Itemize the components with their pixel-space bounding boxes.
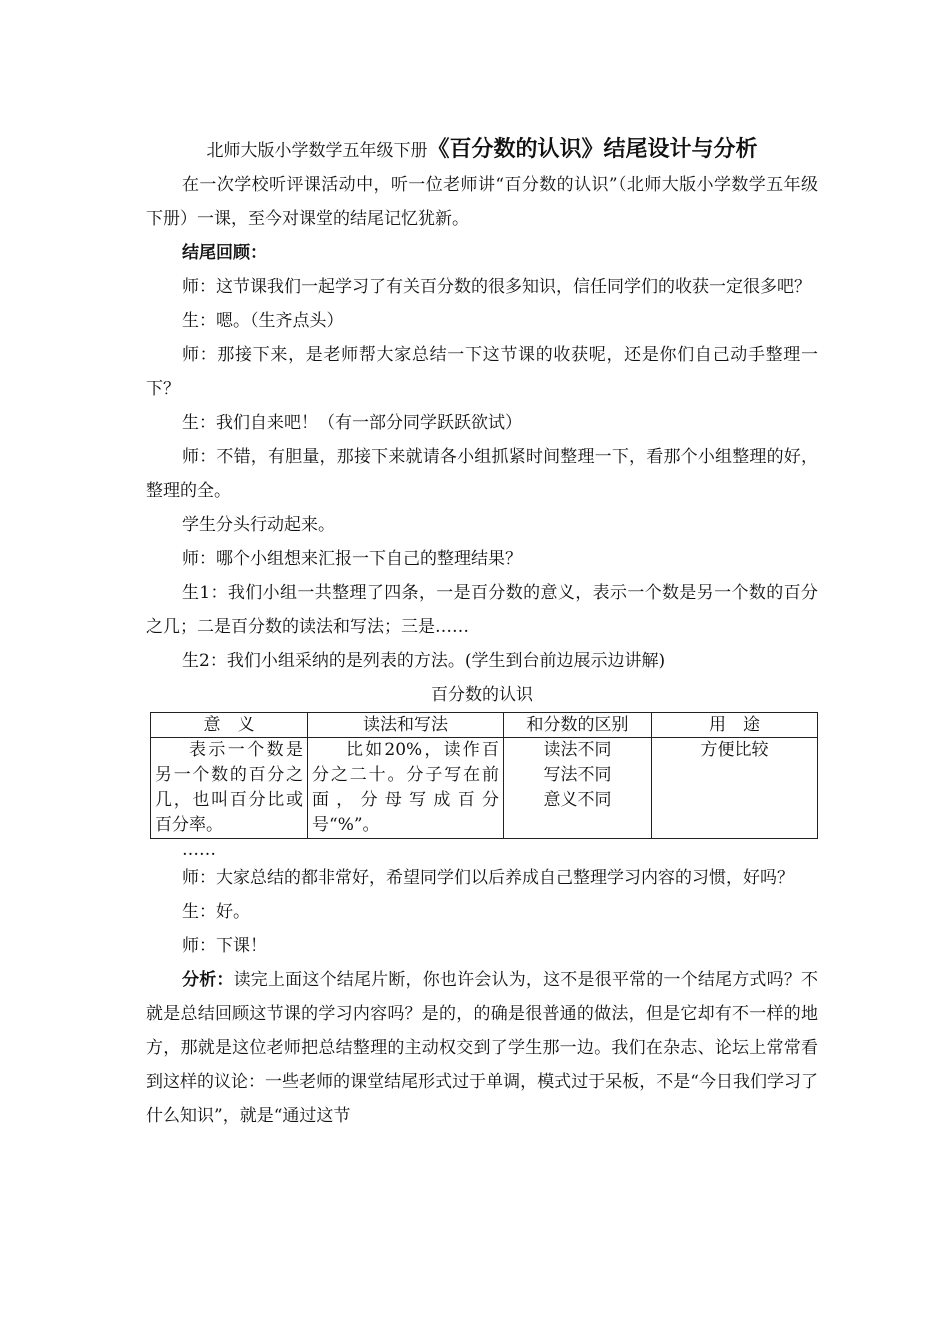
cell-usage: 方便比较	[652, 738, 818, 839]
difference-item: 意义不同	[543, 790, 612, 810]
document-title	[146, 130, 818, 168]
document-page	[146, 130, 818, 1133]
header-read-write: 读法和写法	[308, 713, 504, 738]
title-prefix: 北师大版小学数学五年级下册	[206, 141, 428, 161]
analysis-label: 分析：	[182, 970, 234, 990]
ellipsis: ……	[182, 840, 216, 860]
analysis-text: 读完上面这个结尾片断，你也许会认为，这不是很平常的一个结尾方式吗？不就是总结回顾这节课的学习内容吗？是的，的确是很普通的做法，但是它却有不一样的地方，那就是这位老师把总结整理的主动权交到了学生那一边。我们在杂志、论坛上常常看到这样的议论：一些老师的课堂结尾形式过于单调，模式过于呆板，不是“今日我们学习了什么知识”，就是“通过这节	[146, 970, 819, 1126]
dialogue-line: 师：大家总结的都非常好，希望同学们以后养成自己整理学习内容的习惯，好吗？	[182, 868, 794, 888]
dialogue-line: 生：好。	[182, 902, 250, 922]
dialogue-line: 学生分头行动起来。	[182, 515, 335, 535]
dialogue-line: 生：我们自来吧！（有一部分同学跃跃欲试）	[182, 413, 522, 433]
dialogue-line: 师：下课！	[182, 936, 267, 956]
table-row	[151, 738, 818, 839]
table-caption: 百分数的认识	[431, 685, 533, 705]
header-usage: 用 途	[652, 713, 818, 738]
dialogue-line: 师：这节课我们一起学习了有关百分数的很多知识，信任同学们的收获一定很多吧？	[182, 277, 811, 297]
dialogue-line: 生：嗯。（生齐点头）	[182, 311, 344, 331]
dialogue-line: 师：不错，有胆量，那接下来就请各小组抓紧时间整理一下，看那个小组整理的好，整理的全。	[146, 447, 818, 501]
dialogue-line: 师：哪个小组想来汇报一下自己的整理结果？	[182, 549, 522, 569]
cell-meaning: 表示一个数是另一个数的百分之几，也叫百分比或百分率。	[151, 738, 308, 839]
analysis-paragraph	[146, 963, 818, 1133]
cell-difference	[504, 738, 652, 839]
header-meaning: 意 义	[151, 713, 308, 738]
difference-item: 读法不同	[543, 740, 612, 760]
cell-read-write: 比如20%，读作百分之二十。分子写在前面，分母写成百分号“%”。	[308, 738, 504, 839]
review-heading: 结尾回顾：	[182, 243, 267, 263]
difference-item: 写法不同	[543, 765, 612, 785]
title-main: 《百分数的认识》结尾设计与分析	[427, 136, 758, 162]
dialogue-line: 生1：我们小组一共整理了四条，一是百分数的意义，表示一个数是另一个数的百分之几；二是百分数的读法和写法；三是……	[146, 583, 818, 637]
table-header-row	[151, 713, 818, 738]
summary-table	[150, 712, 818, 839]
dialogue-line: 生2：我们小组采纳的是列表的方法。(学生到台前边展示边讲解)	[182, 651, 666, 671]
header-difference: 和分数的区别	[504, 713, 652, 738]
intro-paragraph: 在一次学校听评课活动中，听一位老师讲“百分数的认识”（北师大版小学数学五年级下册）一课，至今对课堂的结尾记忆犹新。	[146, 175, 818, 229]
dialogue-line: 师：那接下来，是老师帮大家总结一下这节课的收获呢，还是你们自己动手整理一下？	[146, 345, 818, 399]
